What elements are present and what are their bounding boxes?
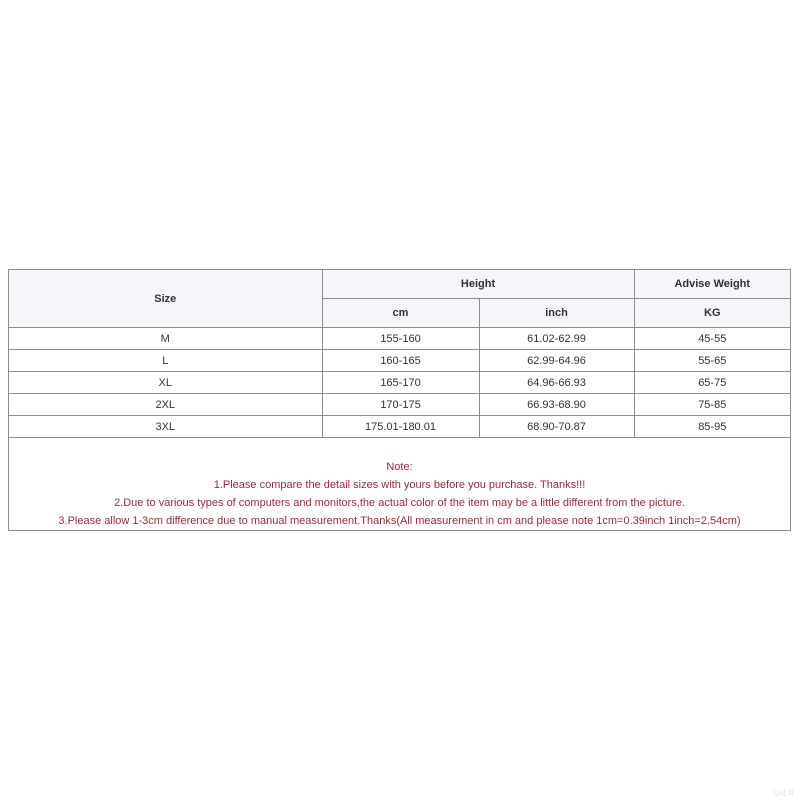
size-header: Size xyxy=(9,270,322,328)
inch-cell: 61.02-62.99 xyxy=(479,328,634,350)
kg-cell: 55-65 xyxy=(634,350,790,372)
size-cell: 2XL xyxy=(9,394,322,416)
size-cell: 3XL xyxy=(9,416,322,438)
table-row xyxy=(9,394,790,416)
kg-header: KG xyxy=(634,299,790,328)
inch-cell: 64.96-66.93 xyxy=(479,372,634,394)
inch-cell: 68.90-70.87 xyxy=(479,416,634,438)
note-line-1: 1.Please compare the detail sizes with yours before you purchase. Thanks!!! xyxy=(213,479,586,491)
note-title: Note: xyxy=(386,461,413,473)
size-cell: XL xyxy=(9,372,322,394)
cm-cell: 155-160 xyxy=(322,328,479,350)
cm-cell: 165-170 xyxy=(322,372,479,394)
table-row xyxy=(9,350,790,372)
note-line-3: 3.Please allow 1-3cm difference due to manual measurement.Thanks(All measurement in cm and please note 1cm=0.39inch 1inch=2.54cm) xyxy=(58,515,741,527)
kg-cell: 75-85 xyxy=(634,394,790,416)
cm-cell: 175.01-180.01 xyxy=(322,416,479,438)
table-row xyxy=(9,416,790,438)
inch-cell: 62.99-64.96 xyxy=(479,350,634,372)
inch-cell: 66.93-68.90 xyxy=(479,394,634,416)
size-table xyxy=(9,270,790,438)
cm-header: cm xyxy=(322,299,479,328)
size-chart xyxy=(8,269,791,531)
inch-header: inch xyxy=(479,299,634,328)
height-header: Height xyxy=(322,270,634,299)
notes-section xyxy=(9,438,790,530)
table-row xyxy=(9,328,790,350)
note-line-2: 2.Due to various types of computers and monitors,the actual color of the item may be a little different from the picture. xyxy=(114,497,685,509)
kg-cell: 45-55 xyxy=(634,328,790,350)
size-cell: L xyxy=(9,350,322,372)
table-row xyxy=(9,372,790,394)
cm-cell: 160-165 xyxy=(322,350,479,372)
cm-cell: 170-175 xyxy=(322,394,479,416)
weight-header: Advise Weight xyxy=(634,270,790,299)
size-cell: M xyxy=(9,328,322,350)
kg-cell: 85-95 xyxy=(634,416,790,438)
watermark: SHLR xyxy=(772,789,794,798)
kg-cell: 65-75 xyxy=(634,372,790,394)
